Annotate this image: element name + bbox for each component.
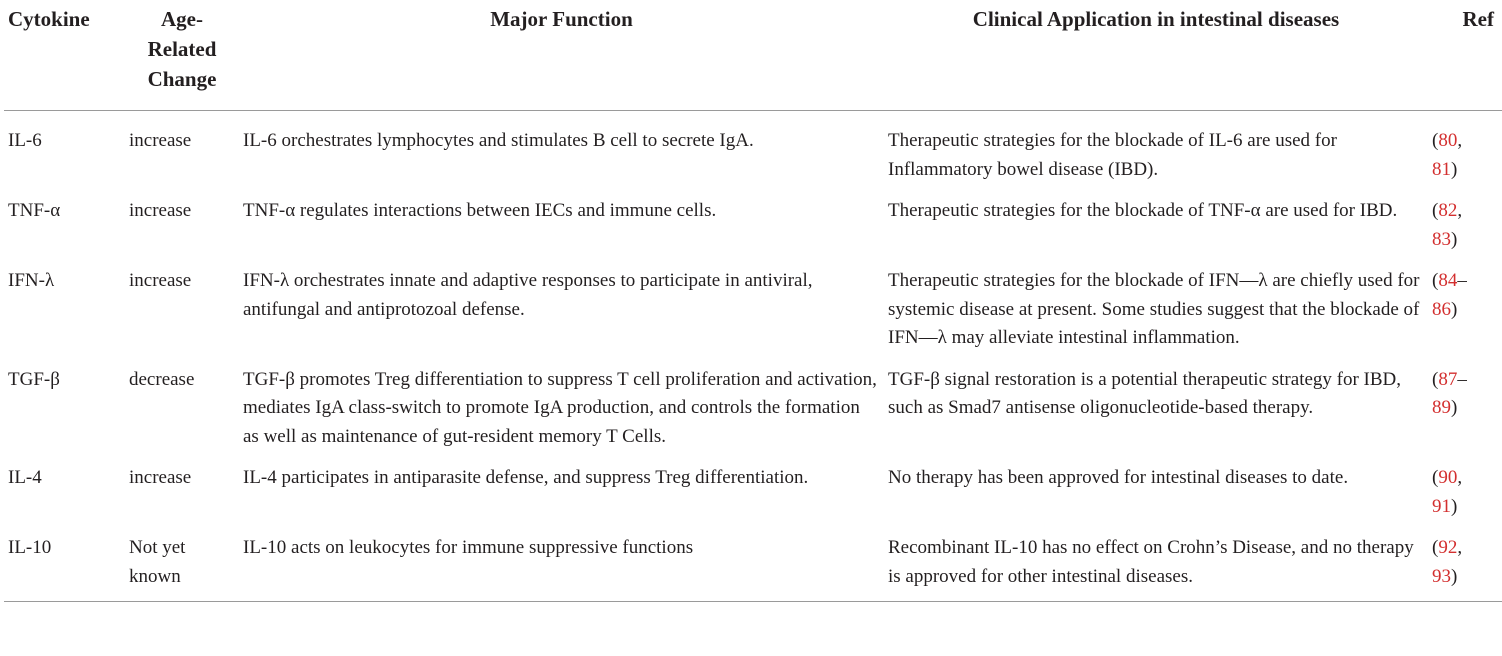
ref-link[interactable]: 82 (1438, 200, 1458, 221)
ref-link[interactable]: 89 (1432, 397, 1451, 418)
ref-separator: , (1457, 467, 1463, 488)
cell-cytokine: IL-10 (4, 530, 125, 602)
cell-major-function: IL-4 participates in antiparasite defense, and suppress Treg differentiation. (243, 467, 809, 488)
cell-cytokine: IL-6 (8, 130, 42, 151)
cell-major-function: IL-10 acts on leukocytes for immune suppressive functions (239, 530, 884, 602)
ref-link[interactable]: 90 (1438, 467, 1458, 488)
header-row (4, 0, 1502, 111)
table-row (4, 530, 1502, 602)
cell-age-change: increase (129, 200, 192, 221)
table-row (4, 362, 1502, 461)
cell-major-function: IFN-λ orchestrates innate and adaptive responses to participate in antiviral, antifungal and antiprotozoal defense. (243, 270, 813, 320)
ref-link[interactable]: 92 (1438, 537, 1458, 558)
cell-clinical-application: TGF-β signal restoration is a potential therapeutic strategy for IBD, such as Smad7 antisense oligonucleotide-based therapy. (888, 368, 1402, 418)
table-row (4, 193, 1502, 263)
table-body (4, 111, 1502, 602)
cell-clinical-application: Recombinant IL-10 has no effect on Crohn’s Disease, and no therapy is approved for other intestinal diseases. (884, 530, 1428, 602)
header-age-change: Age-Related Change (125, 0, 239, 111)
ref-open-paren: ( (1432, 130, 1439, 151)
ref-link[interactable]: 91 (1432, 495, 1451, 517)
table-header (4, 0, 1502, 111)
ref-link[interactable]: 83 (1432, 228, 1451, 250)
ref-link[interactable]: 84 (1438, 270, 1458, 291)
ref-close-paren: ) (1451, 298, 1458, 320)
cell-age-change: increase (129, 270, 192, 291)
ref-separator: – (1457, 270, 1467, 291)
cell-age-change: increase (129, 130, 192, 151)
ref-link[interactable]: 80 (1438, 130, 1458, 151)
cell-cytokine: TGF-β (8, 368, 60, 390)
cell-major-function: TGF-β promotes Treg differentiation to suppress T cell proliferation and activation, mediates IgA class-switch to promote IgA production, and controls the formation as well as maintenance of gut-resident memory T Cells. (243, 368, 877, 447)
cell-cytokine: IL-4 (8, 467, 42, 488)
ref-close-paren: ) (1451, 158, 1458, 180)
ref-open-paren: ( (1432, 368, 1439, 390)
ref-open-paren: ( (1432, 200, 1439, 221)
ref-link[interactable]: 86 (1432, 298, 1451, 320)
cell-clinical-application: Therapeutic strategies for the blockade of IFN—λ are chiefly used for systemic disease at present. Some studies suggest that the blockade of IFN—λ may alleviate intestinal inflammation. (888, 270, 1420, 348)
cell-ref (1428, 362, 1502, 461)
cell-cytokine: IFN-λ (8, 270, 55, 291)
ref-open-paren: ( (1432, 467, 1439, 488)
cell-age-change: Not yet known (125, 530, 239, 602)
cell-ref (1428, 263, 1502, 362)
ref-close-paren: ) (1451, 228, 1458, 250)
cell-clinical-application: Therapeutic strategies for the blockade of IL-6 are used for Inflammatory bowel disease (IBD). (888, 130, 1337, 180)
cell-age-change: decrease (129, 368, 195, 390)
cell-major-function: IL-6 orchestrates lymphocytes and stimulates B cell to secrete IgA. (243, 130, 754, 151)
cytokine-table (4, 0, 1502, 602)
ref-separator: , (1457, 130, 1463, 151)
cell-major-function: TNF-α regulates interactions between IECs and immune cells. (243, 200, 717, 221)
cell-ref (1428, 530, 1502, 602)
table-row (4, 263, 1502, 362)
ref-separator: – (1457, 368, 1467, 390)
ref-link[interactable]: 81 (1432, 158, 1451, 180)
cell-cytokine: TNF-α (8, 200, 61, 221)
cell-clinical-application: Therapeutic strategies for the blockade of TNF-α are used for IBD. (888, 200, 1398, 221)
cell-ref (1428, 111, 1502, 194)
table-row (4, 111, 1502, 194)
ref-open-paren: ( (1432, 270, 1439, 291)
cell-ref (1428, 193, 1502, 263)
ref-link[interactable]: 93 (1432, 565, 1451, 587)
ref-separator: , (1457, 537, 1463, 558)
header-cytokine: Cytokine (4, 0, 125, 111)
ref-link[interactable]: 87 (1438, 368, 1458, 390)
cell-ref (1428, 460, 1502, 530)
cell-age-change: increase (129, 467, 192, 488)
ref-close-paren: ) (1451, 397, 1458, 418)
cell-clinical-application: No therapy has been approved for intestinal diseases to date. (888, 467, 1349, 488)
ref-separator: , (1457, 200, 1463, 221)
header-major-function: Major Function (239, 0, 884, 111)
ref-close-paren: ) (1451, 565, 1458, 587)
header-clinical-application: Clinical Application in intestinal diseases (884, 0, 1428, 111)
table-row (4, 460, 1502, 530)
header-ref: Ref (1428, 0, 1502, 111)
ref-open-paren: ( (1432, 537, 1439, 558)
ref-close-paren: ) (1451, 495, 1458, 517)
